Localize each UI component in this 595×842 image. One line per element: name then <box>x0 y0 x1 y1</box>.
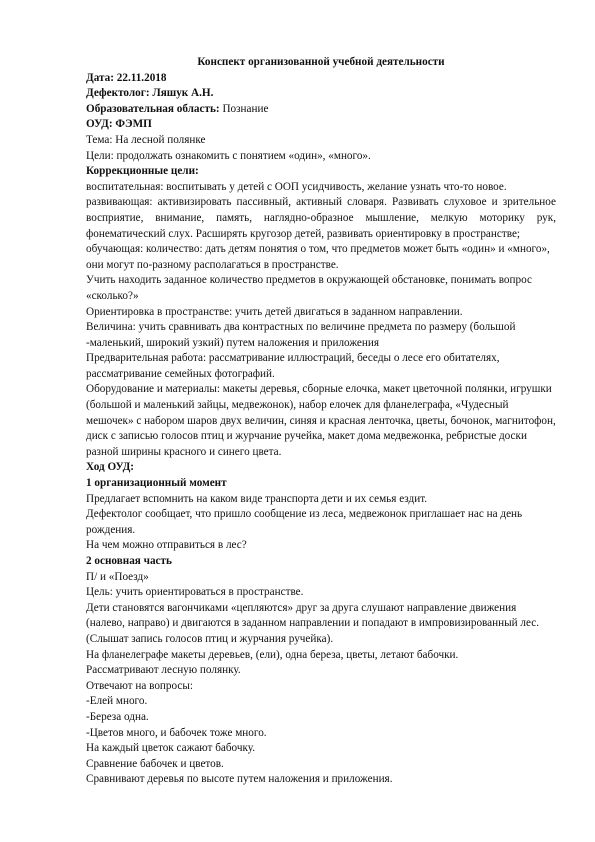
paragraph-equipment: Оборудование и материалы: макеты деревья, сборные елочка, макет цветочной полянки, игрушки (большой и маленький зайцы, медвежонок), набор елочек для фланелеграфа, «Чудесный мешочек» с набором шаров двух величин, синяя и красная ленточка, цветы, бочонок, магнитофон, диск с записью голосов птиц и журчание ручейка, макет дома медвежонка, ребристые доски разной ширины красного и синего цвета. <box>86 383 556 458</box>
oud-value: ФЭМП <box>115 118 152 131</box>
paragraph-developing: развивающая: активизировать пассивный, активный словаря. Развивать слуховое и зрительное восприятие, внимание, память, наглядно-образное мышление, мелкую моторику рук, фонематический слух. Расширять кругозор детей, развивать ориентировку в пространстве; <box>86 196 556 240</box>
section-1-heading <box>86 476 556 492</box>
correction-goals-label: Коррекционные цели: <box>86 165 199 178</box>
defectologist-value: Ляшук А.Н. <box>152 87 214 100</box>
oud-label: ОУД: <box>86 118 113 131</box>
section-1-paragraph-2: Дефектолог сообщает, что пришло сообщение из леса, медвежонок приглашает нас на день рождения. <box>86 508 523 536</box>
section-2-paragraph-1: Дети становятся вагончиками «цепляются» друг за друга слушают направление движения (налево, направо) и двигаются в заданном направлении и попадают в импровизированный лес. <box>86 601 539 630</box>
section-1-paragraph-1: Предлагает вспомнить на каком виде транспорта дети и их семья ездит. <box>86 492 428 505</box>
section-2-paragraph-6: -Елей много. <box>86 695 148 708</box>
date-value: 22.11.2018 <box>116 71 167 84</box>
game-title: П/ и «Поезд» <box>86 570 149 583</box>
section-2-paragraph-3: На фланелеграфе макеты деревьев, (ели), одна береза, цветы, летают бабочки. <box>86 648 459 661</box>
section-1-title: 1 организационный момент <box>86 477 227 490</box>
section-2-paragraph-7: -Береза одна. <box>86 710 149 723</box>
theme-line: Тема: На лесной полянке <box>86 133 206 146</box>
paragraph-preliminary: Предварительная работа: рассматривание иллюстраций, беседы о лесе его обитателях, рассматривание семейных фотографий. <box>86 352 500 380</box>
game-goal: Цель: учить ориентироваться в пространстве. <box>86 586 304 599</box>
section-2-paragraph-4: Рассматривают лесную полянку. <box>86 664 241 677</box>
area-label: Образовательная область: <box>86 102 220 115</box>
section-1-paragraph-3: На чем можно отправиться в лес? <box>86 539 247 552</box>
course-title: Ход ОУД: <box>86 461 135 474</box>
goal-line: Цели: продолжать ознакомить с понятием «один», «много». <box>86 149 371 162</box>
paragraph-educational: воспитательная: воспитывать у детей с ООП усидчивость, желание узнать что-то новое. <box>86 180 507 193</box>
document-title: Конспект организованной учебной деятельности <box>197 56 445 68</box>
defectologist-line <box>86 86 556 102</box>
section-2-paragraph-8: -Цветов много, и бабочек тоже много. <box>86 726 267 739</box>
oud-line <box>86 117 556 133</box>
section-2-paragraph-5: Отвечают на вопросы: <box>86 679 193 692</box>
paragraph-teaching: обучающая: количество: дать детям понятия о том, что предметов может быть «один» и «много», они могут по-разному располагаться в пространстве. <box>86 243 550 271</box>
section-2-heading <box>86 554 556 570</box>
section-2-paragraph-10: Сравнение бабочек и цветов. <box>86 757 224 770</box>
paragraph-orientation: Ориентировка в пространстве: учить детей двигаться в заданном направлении. <box>86 305 463 318</box>
date-label: Дата: <box>86 71 114 84</box>
section-2-paragraph-11: Сравнивают деревья по высоте путем наложения и приложения. <box>86 773 393 786</box>
area-line <box>86 102 556 118</box>
date-line <box>86 71 556 87</box>
course-heading <box>86 460 556 476</box>
paragraph-count: Учить находить заданное количество предметов в окружающей обстановке, понимать вопрос «сколько?» <box>86 274 532 302</box>
paragraph-size: Величина: учить сравнивать два контрастных по величине предмета по размеру (большой -маленький, широкий узкий) путем наложения и приложения <box>86 321 516 349</box>
area-value: Познание <box>222 102 269 115</box>
section-2-title: 2 основная часть <box>86 555 172 567</box>
document-page <box>86 55 556 788</box>
section-2-paragraph-9: На каждый цветок сажают бабочку. <box>86 742 256 755</box>
defectologist-label: Дефектолог: <box>86 87 150 100</box>
section-2-paragraph-2: (Слышат запись голосов птиц и журчания ручейка). <box>86 632 334 645</box>
correction-goals-heading <box>86 164 556 180</box>
